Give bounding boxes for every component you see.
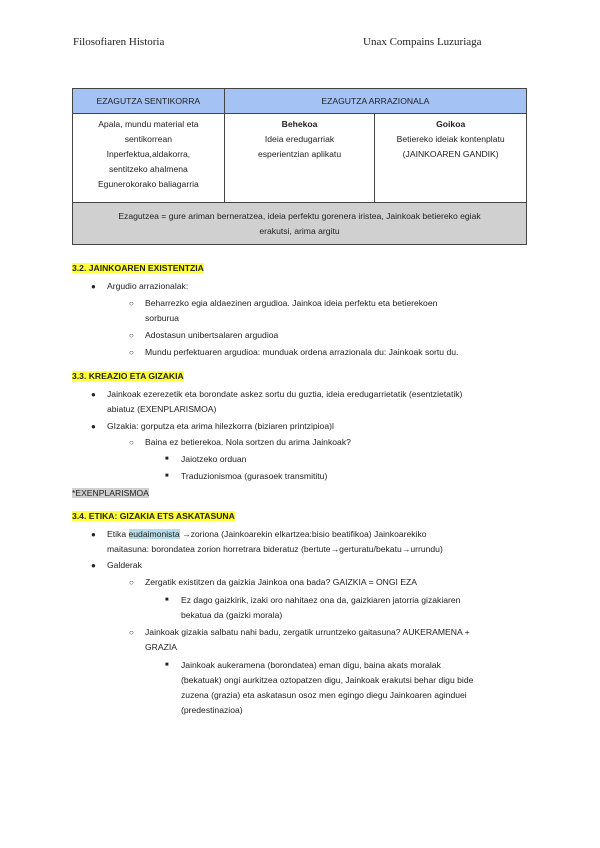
list-item: ○ Jainkoak gizakia salbatu nahi badu, zergatik urruntzeko gaitasuna? AUKERAMENA + GRAZIA: [129, 627, 470, 652]
exemplarism-note: *EXENPLARISMOA: [72, 488, 149, 498]
cell-line: Inperfektua,aldakorra,: [106, 149, 191, 159]
disc-bullet-icon: ●: [91, 530, 96, 539]
disc-bullet-icon: ●: [91, 561, 96, 570]
cell-line: esperientzian aplikatu: [257, 149, 342, 159]
list-item: ○ Baina ez betierekoa. Nola sortzen du arima Jainkoak?: [72, 435, 532, 450]
section-3-3: [72, 369, 532, 501]
square-bullet-icon: ■: [165, 662, 169, 668]
header-left: Filosofiaren Historia: [73, 36, 165, 48]
list-item: ● Etika eudaimonista →zoriona (Jainkoarekin elkartzea:bisio beatifikoa) Jainkoarekiko maitasuna: borondatea zorion horretrara bideratuz (bertute→gerturatu/bekatu→urrundu): [91, 529, 443, 554]
cell-line: Egunerokorako baliagarria: [97, 179, 199, 189]
circle-bullet-icon: ○: [129, 578, 134, 587]
disc-bullet-icon: ●: [91, 422, 96, 431]
table-footer: [73, 203, 527, 245]
disc-bullet-icon: ●: [91, 390, 96, 399]
cell-title-lower: Behekoa: [281, 119, 318, 129]
disc-bullet-icon: ●: [91, 282, 96, 291]
list-item: ● GIzakia: gorputza eta arima hilezkorra (biziaren printzipioa)l: [72, 419, 532, 434]
list-item: ● Jainkoak ezerezetik eta borondate askez sortu du guztia, ideia eredugarrietatik (esentzietatik) abiatuz (EXENPLARISMOA): [91, 389, 463, 414]
circle-bullet-icon: ○: [129, 628, 134, 637]
table-cell-lower: [224, 114, 375, 203]
cell-line: (JAINKOAREN GANDIK): [402, 149, 499, 159]
list-item: ○ Beharrezko egia aldaezinen argudioa. Jainkoa ideia perfektu eta betierekoen sorburua: [129, 298, 438, 323]
cell-line: Betiereko ideiak kontenplatu: [396, 134, 505, 144]
square-bullet-icon: ■: [165, 597, 169, 603]
circle-bullet-icon: ○: [129, 299, 134, 308]
list-item: ■ Traduzionismoa (gurasoek transmititu): [72, 469, 532, 484]
list-item: ○ Zergatik existitzen da gaizkia Jainkoa ona bada? GAIZKIA = ONGI EZA: [72, 575, 532, 590]
footer-line: erakutsi, arima argitu: [259, 225, 340, 236]
knowledge-table: [72, 88, 527, 245]
cell-line: Apala, mundu material eta: [98, 119, 199, 129]
cell-title-upper: Goikoa: [436, 119, 466, 129]
section-3-4: [72, 509, 532, 718]
list-item: ● Argudio arrazionalak:: [72, 279, 532, 294]
circle-bullet-icon: ○: [129, 438, 134, 447]
list-item: ■ Jaiotzeko orduan: [72, 452, 532, 467]
table-cell-sensible: [73, 114, 225, 203]
table-head-sensible: EZAGUTZA SENTIKORRA: [73, 89, 225, 114]
circle-bullet-icon: ○: [129, 331, 134, 340]
table-head-rational: EZAGUTZA ARRAZIONALA: [224, 89, 526, 114]
list-item: ● Galderak: [72, 558, 532, 573]
eudaimonist-term: eudaimonista: [128, 529, 180, 539]
section-title: 3.2. JAINKOAREN EXISTENTZIA: [72, 263, 204, 273]
cell-line: Ideia eredugarriak: [264, 134, 335, 144]
cell-line: sentitzeko ahalmena: [108, 164, 188, 174]
table-cell-upper: [375, 114, 527, 203]
list-item: ○ Adostasun unibertsalaren argudioa: [72, 328, 532, 343]
cell-line: sentikorrean: [124, 134, 173, 144]
section-title: 3.4. ETIKA: GIZAKIA ETS ASKATASUNA: [72, 511, 235, 521]
circle-bullet-icon: ○: [129, 348, 134, 357]
section-3-2: [72, 261, 532, 360]
square-bullet-icon: ■: [165, 473, 169, 479]
list-item: ■ Ez dago gaizkirik, izaki oro nahitaez ona da, gaizkiaren jatorria gizakiaren bekatua da (gaizki morala): [165, 595, 461, 620]
list-item: ○ Mundu perfektuaren argudioa: munduak ordena arrazionala du: Jainkoak sortu du.: [72, 345, 532, 360]
footer-line: Ezagutzea = gure ariman berneratzea, ideia perfektu gorenera iristea, Jainkoak betiereko egiak: [118, 210, 481, 221]
section-title: 3.3. KREAZIO ETA GIZAKIA: [72, 371, 184, 381]
header-right: Unax Compains Luzuriaga: [363, 36, 482, 48]
list-item: ■ Jainkoak aukeramena (borondatea) eman digu, baina akats moralak (bekatuak) ongi aurkitzea oztopatzen digu, Jainkoak erakutsi behar digu bide zuzena (grazia) eta askatasun osoz men egingo diegu Jainkoaren aginduei (predestinazioa): [165, 660, 474, 715]
square-bullet-icon: ■: [165, 456, 169, 462]
